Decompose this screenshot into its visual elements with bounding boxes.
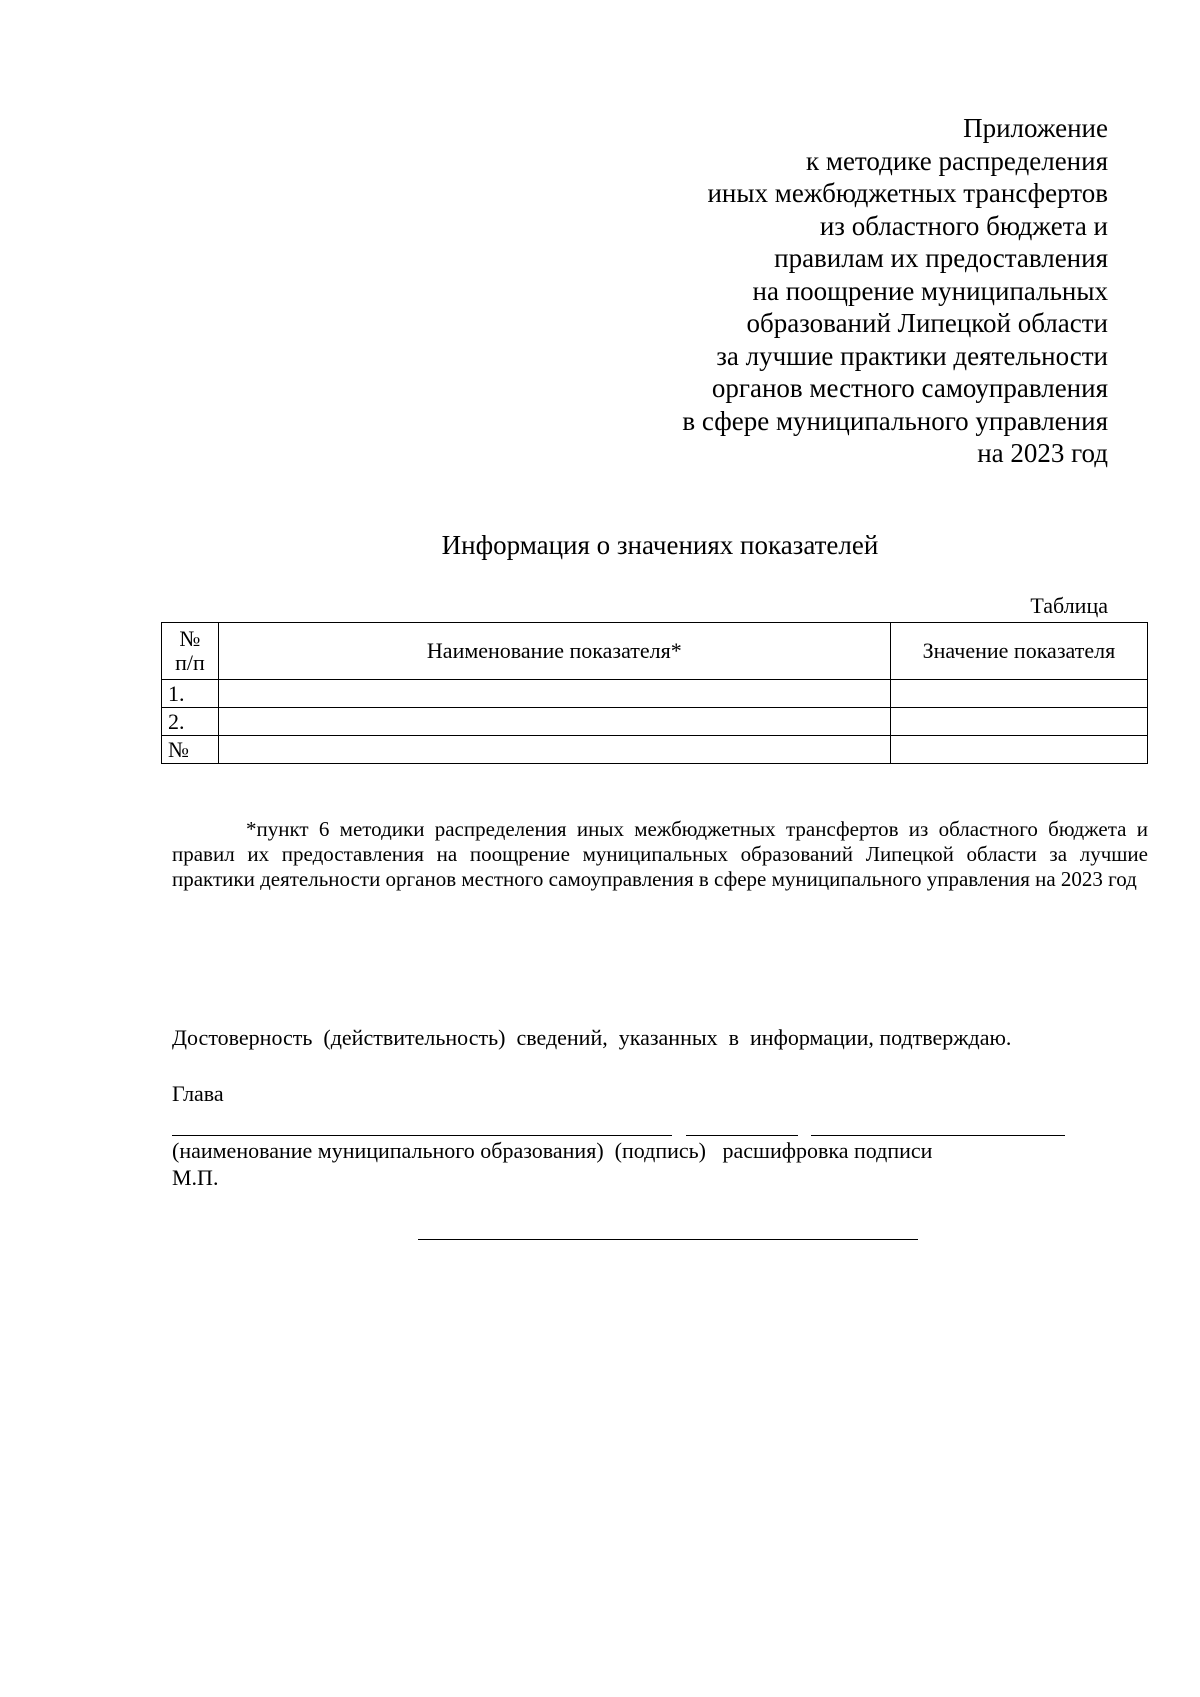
appendix-line: правилам их предоставления: [774, 243, 1108, 273]
signature-line: [686, 1135, 798, 1136]
bottom-divider: [418, 1239, 918, 1240]
signature-decoding-line: [811, 1135, 1065, 1136]
row-name: [218, 736, 890, 764]
row-num: 2.: [162, 708, 219, 736]
appendix-line: к методике распределения: [805, 145, 1108, 176]
appendix-block: [508, 112, 1108, 470]
header-num: № п/п: [162, 623, 219, 680]
footnote-text: *пункт 6 методики распределения иных межбюджетных трансфертов из областного бюджета и правил их предоставления на поощрение муниципальных образований Липецкой области за лучшие практики деятельности органов местного самоуправления в сфере муниципального управления на 2023 год: [172, 817, 1148, 891]
head-label: Глава: [172, 1081, 224, 1106]
appendix-line: Приложение: [963, 113, 1108, 143]
row-name: [218, 708, 890, 736]
appendix-line: иных межбюджетных трансфертов: [707, 178, 1108, 208]
appendix-line: образований Липецкой области: [746, 308, 1108, 338]
header-name: Наименование показателя*: [218, 623, 890, 680]
appendix-line: из областного бюджета и: [819, 210, 1108, 241]
signature-caption: (наименование муниципального образования) (подпись) расшифровка подписи: [172, 1138, 933, 1163]
row-num: №: [162, 736, 219, 764]
row-value: [890, 736, 1147, 764]
appendix-line: на поощрение муниципальных: [752, 275, 1108, 306]
appendix-line: за лучшие практики деятельности: [716, 340, 1108, 371]
header-value: Значение показателя: [890, 623, 1147, 680]
confirmation-text: Достоверность (действительность) сведений, указанных в информации, подтверждаю.: [172, 1025, 1012, 1050]
table-caption: Таблица: [1030, 593, 1108, 618]
municipality-name-line: [172, 1135, 672, 1136]
indicators-table: [161, 622, 1148, 764]
appendix-line: на 2023 год: [977, 438, 1108, 468]
appendix-line: в сфере муниципального управления: [682, 405, 1108, 436]
table-row: [162, 736, 1148, 764]
row-value: [890, 708, 1147, 736]
row-num: 1.: [162, 680, 219, 708]
row-name: [218, 680, 890, 708]
table-row: [162, 680, 1148, 708]
row-value: [890, 680, 1147, 708]
table-header-row: [162, 623, 1148, 680]
table-row: [162, 708, 1148, 736]
stamp-label: М.П.: [172, 1165, 219, 1190]
footnote: [172, 817, 1148, 892]
document-title: Информация о значениях показателей: [441, 530, 879, 560]
appendix-line: органов местного самоуправления: [711, 373, 1108, 403]
